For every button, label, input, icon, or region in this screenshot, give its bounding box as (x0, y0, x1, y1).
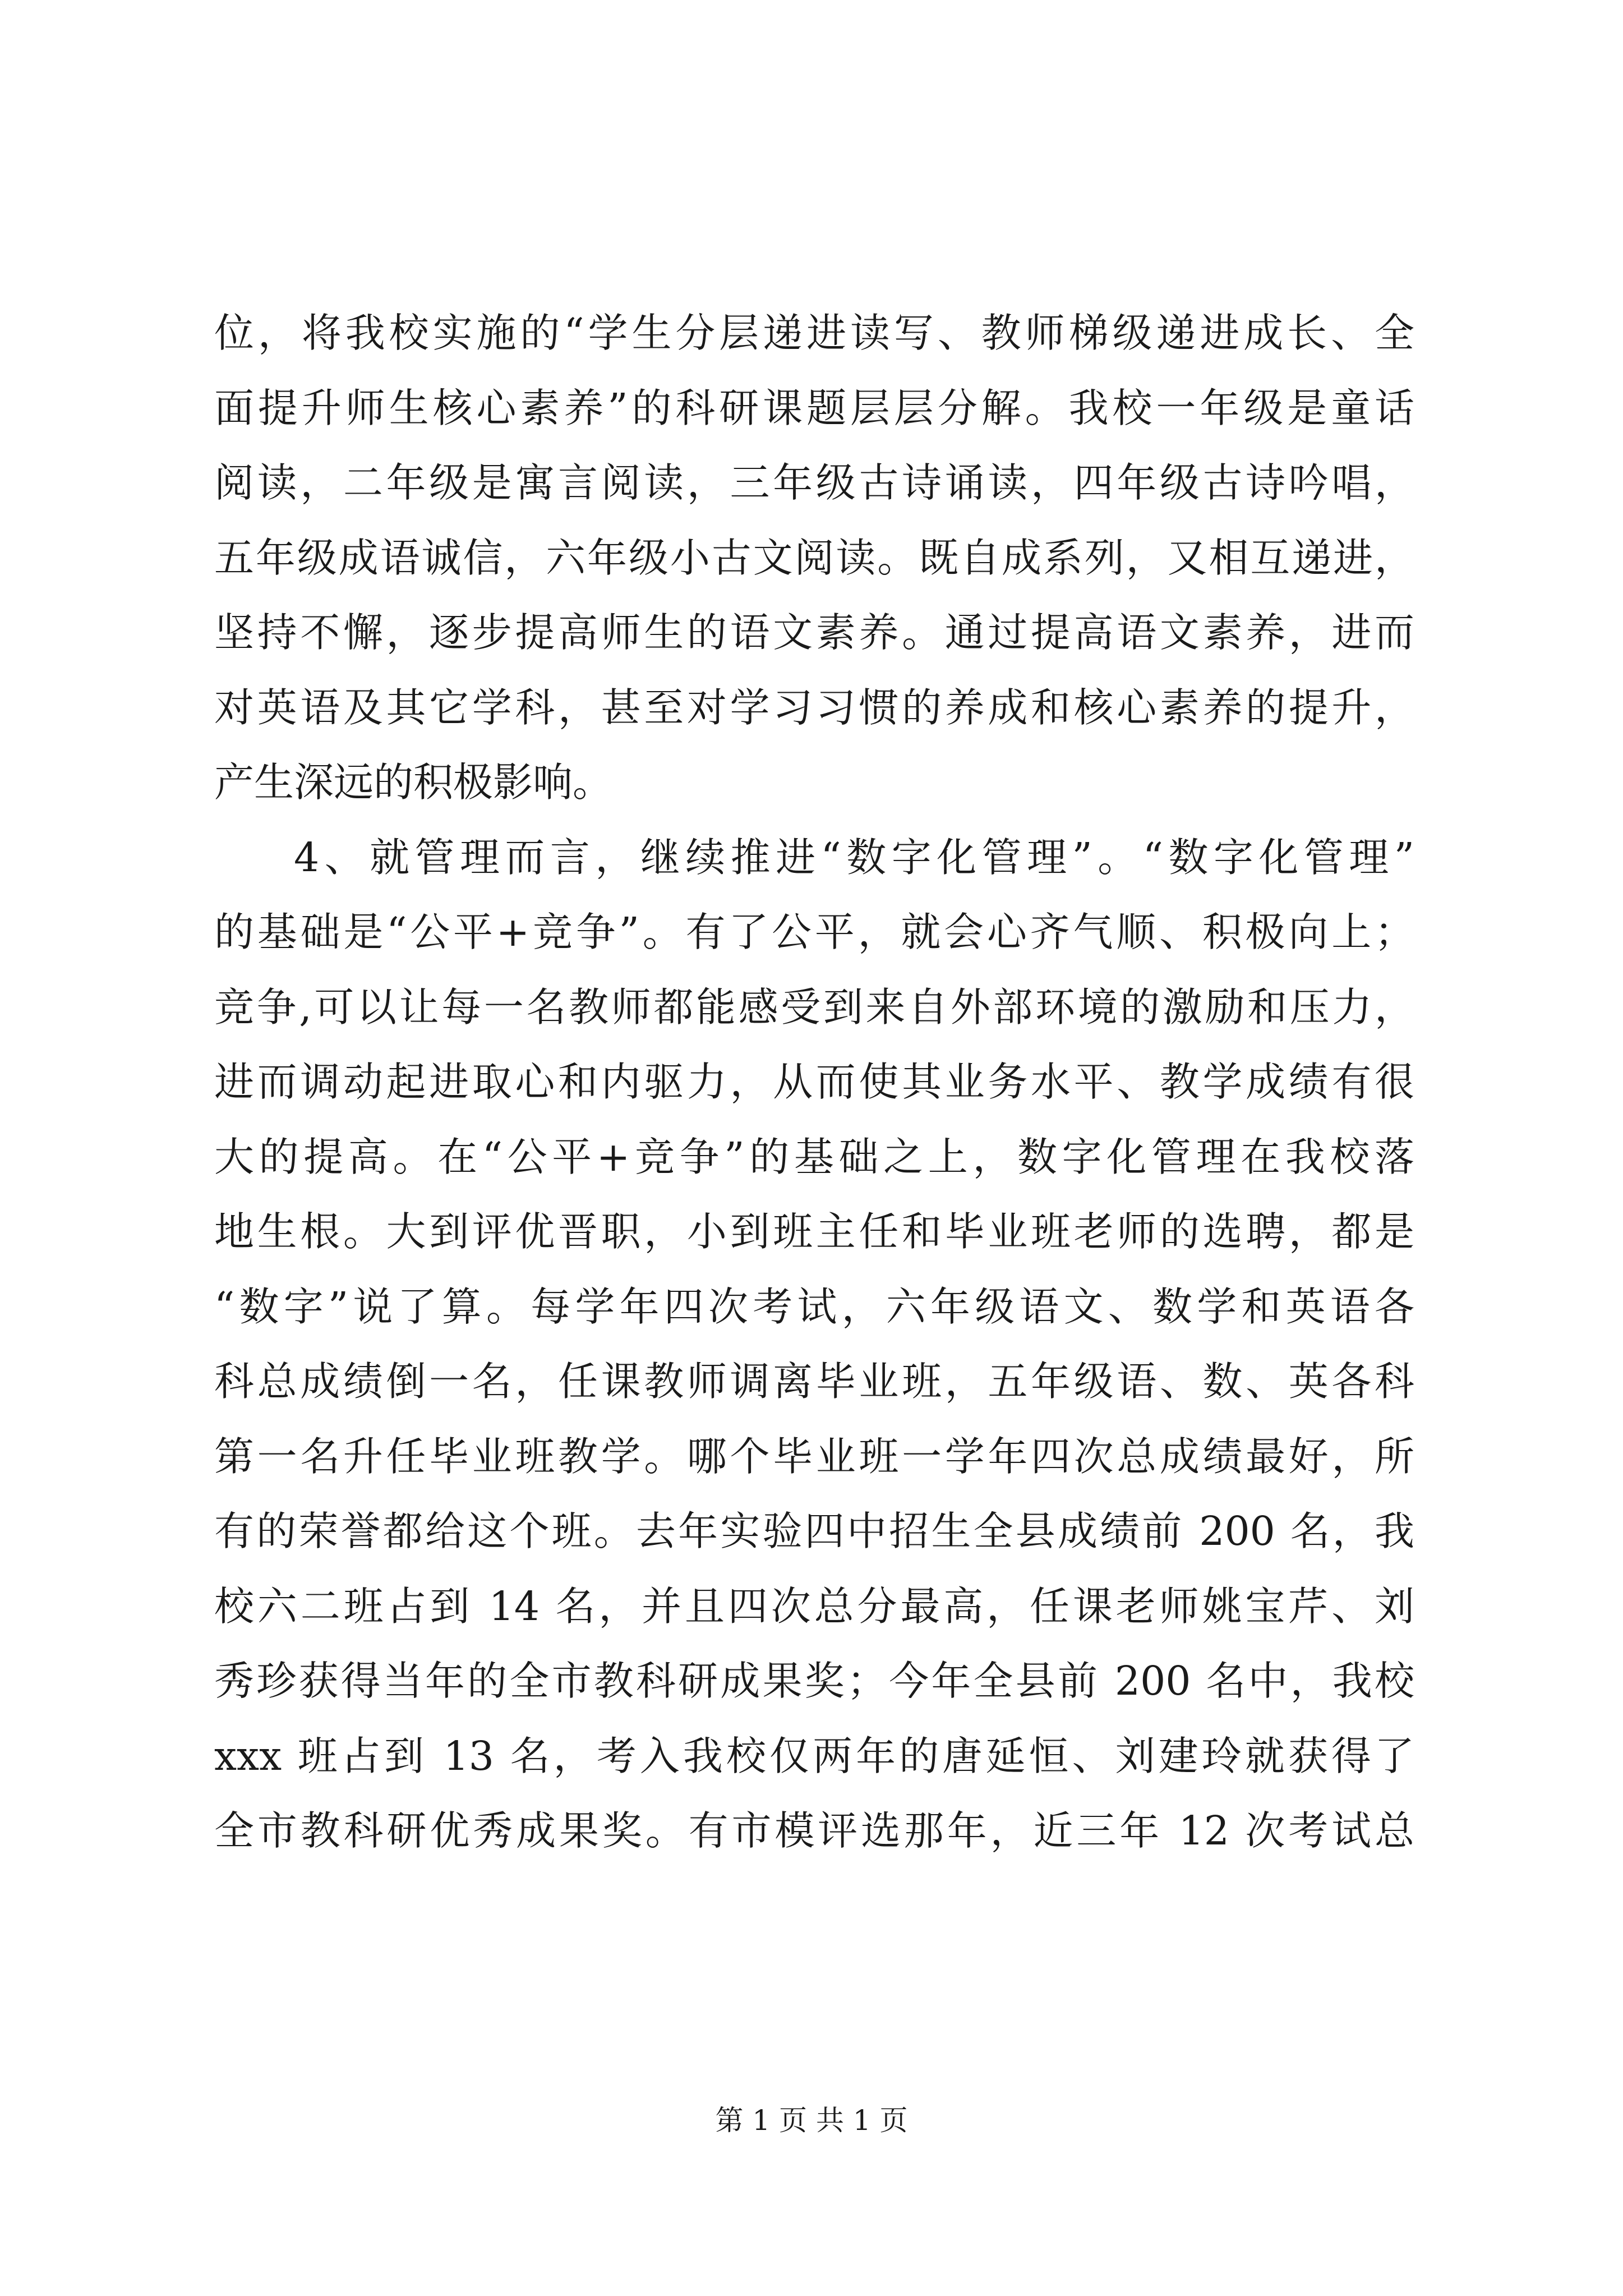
paragraph-1 (214, 296, 1414, 820)
text-line: 竞争,可以让每一名教师都能感受到来自外部环境的激励和压力， (214, 983, 1414, 1030)
text-line: “数字”说了算。每学年四次考试，六年级语文、数学和英语各 (214, 1283, 1414, 1330)
text-line: 进而调动起进取心和内驱力，从而使其业务水平、教学成绩有很 (214, 1059, 1414, 1105)
paragraph-2 (214, 820, 1414, 1869)
text-line: 4、就管理而言，继续推进“数字化管理”。“数字化管理” (294, 834, 1414, 881)
text-line: 位，将我校实施的“学生分层递进读写、教师梯级递进成长、全 (214, 310, 1414, 356)
text-line: 全市教科研优秀成果奖。有市模评选那年，近三年 12 次考试总 (214, 1807, 1414, 1854)
text-line: 有的荣誉都给这个班。去年实验四中招生全县成绩前 200 名，我 (214, 1508, 1414, 1554)
document-body (214, 296, 1414, 1869)
page-footer (0, 2101, 1623, 2140)
text-line: xxx 班占到 13 名，考入我校仅两年的唐延恒、刘建玲就获得了 (214, 1732, 1414, 1779)
text-line: 第一名升任毕业班教学。哪个毕业班一学年四次总成绩最好，所 (214, 1433, 1414, 1480)
text-line: 对英语及其它学科，甚至对学习习惯的养成和核心素养的提升， (214, 684, 1414, 731)
text-line: 地生根。大到评优晋职，小到班主任和毕业班老师的选聘，都是 (214, 1208, 1414, 1255)
text-line: 大的提高。在“公平+竞争”的基础之上，数字化管理在我校落 (214, 1133, 1414, 1180)
text-line: 五年级成语诚信，六年级小古文阅读。既自成系列，又相互递进， (214, 534, 1414, 581)
text-line: 的基础是“公平+竞争”。有了公平，就会心齐气顺、积极向上； (214, 909, 1414, 955)
text-line: 坚持不懈，逐步提高师生的语文素养。通过提高语文素养，进而 (214, 609, 1414, 656)
text-line: 科总成绩倒一名，任课教师调离毕业班，五年级语、数、英各科 (214, 1358, 1414, 1405)
page-number-label: 第 1 页 共 1 页 (715, 2104, 908, 2137)
text-line: 产生深远的积极影响。 (214, 759, 613, 806)
text-line: 校六二班占到 14 名，并且四次总分最高，任课老师姚宝芹、刘 (214, 1582, 1414, 1630)
text-line: 阅读，二年级是寓言阅读，三年级古诗诵读，四年级古诗吟唱， (214, 459, 1414, 506)
text-line: 秀珍获得当年的全市教科研成果奖；今年全县前 200 名中，我校 (214, 1658, 1414, 1704)
text-line: 面提升师生核心素养”的科研课题层层分解。我校一年级是童话 (214, 384, 1414, 431)
